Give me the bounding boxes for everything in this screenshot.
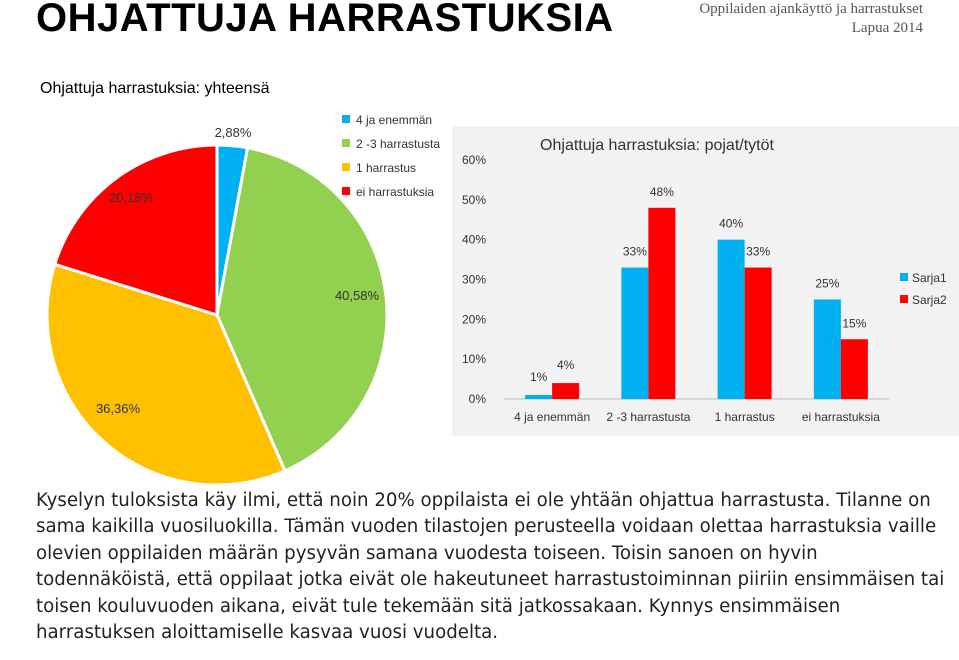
pie-chart-title: Ohjattuja harrastuksia: yhteensä <box>40 80 270 97</box>
bar-data-label: 40% <box>719 216 744 231</box>
bar-data-label: 25% <box>815 276 840 291</box>
bar-data-label: 4% <box>556 358 575 373</box>
pie-legend-swatch <box>342 115 350 123</box>
y-tick-label: 0% <box>468 392 486 406</box>
pie-data-label: 40,58% <box>334 288 380 303</box>
bar-data-label: 15% <box>842 316 867 331</box>
pie-legend-swatch <box>342 163 350 171</box>
bar <box>525 395 552 399</box>
y-tick-label: 30% <box>461 272 486 287</box>
x-tick-label: ei harrastuksia <box>801 410 880 424</box>
bar-data-label: 48% <box>649 184 674 199</box>
pie-legend-swatch <box>342 187 350 195</box>
bar <box>621 268 648 399</box>
bar-legend-label: Sarja1 <box>912 271 947 285</box>
bar-legend-swatch <box>900 273 908 281</box>
bar <box>718 240 745 399</box>
bar-data-label: 1% <box>529 370 548 385</box>
pie-data-label: 36,36% <box>95 401 141 416</box>
bar-legend-label: Sarja2 <box>912 293 947 307</box>
y-tick-label: 40% <box>461 232 486 247</box>
y-tick-label: 10% <box>461 352 486 367</box>
x-tick-label: 4 ja enemmän <box>514 410 591 424</box>
bar <box>841 339 868 399</box>
subtitle-line-1: Oppilaiden ajankäyttö ja harrastukset <box>699 1 923 17</box>
pie-legend-label: 2 -3 harrastusta <box>356 137 441 151</box>
bar-legend-swatch <box>900 295 908 303</box>
bar-chart <box>452 126 959 436</box>
body-text: Kyselyn tuloksista käy ilmi, että noin 20% oppilaista ei ole yhtään ohjattua harrastusta. Tilanne on sama kaikilla vuosiluokilla. Tämän vuoden tilastojen perusteella voidaan olettaa harrastuksia vaille olevien oppilaiden määrän pysyvän samana vuodesta toiseen. Toisin sanoen on hyvin todennäköistä, että oppilaat jotka eivät ole hakeutuneet harrastustoiminnan piiriin ensimmäisen tai toisen kouluvuoden aikana, eivät tule tekemään sitä jatkossakaan. Kynnys ensimmäisen harrastuksen aloittamiselle kasvaa vuosi vuodelta. <box>36 490 945 644</box>
x-tick-label: 1 harrastus <box>714 410 775 424</box>
body-paragraph <box>36 488 951 646</box>
pie-legend-label: 4 ja enemmän <box>356 113 433 127</box>
pie-legend-swatch <box>342 139 350 147</box>
pie-data-label: 20,18% <box>108 190 154 205</box>
y-tick-label: 50% <box>461 192 486 207</box>
header-subtitle <box>699 0 923 38</box>
subtitle-line-2: Lapua 2014 <box>851 20 923 36</box>
bar-chart-title: Ohjattuja harrastuksia: pojat/tytöt <box>540 137 774 154</box>
page-title: OHJATTUJA HARRASTUKSIA <box>36 0 614 40</box>
bar <box>745 268 772 399</box>
pie-legend-label: 1 harrastus <box>356 161 417 175</box>
pie-chart <box>0 110 452 490</box>
pie-legend-label: ei harrastuksia <box>356 185 435 199</box>
x-tick-label: 2 -3 harrastusta <box>606 410 691 424</box>
bar <box>648 208 675 399</box>
pie-data-label: 2,88% <box>214 125 252 140</box>
bar <box>552 383 579 399</box>
bar-data-label: 33% <box>622 244 647 259</box>
y-tick-label: 60% <box>461 153 486 167</box>
bar-data-label: 33% <box>746 244 771 259</box>
y-tick-label: 20% <box>461 312 486 327</box>
bar <box>814 299 841 399</box>
